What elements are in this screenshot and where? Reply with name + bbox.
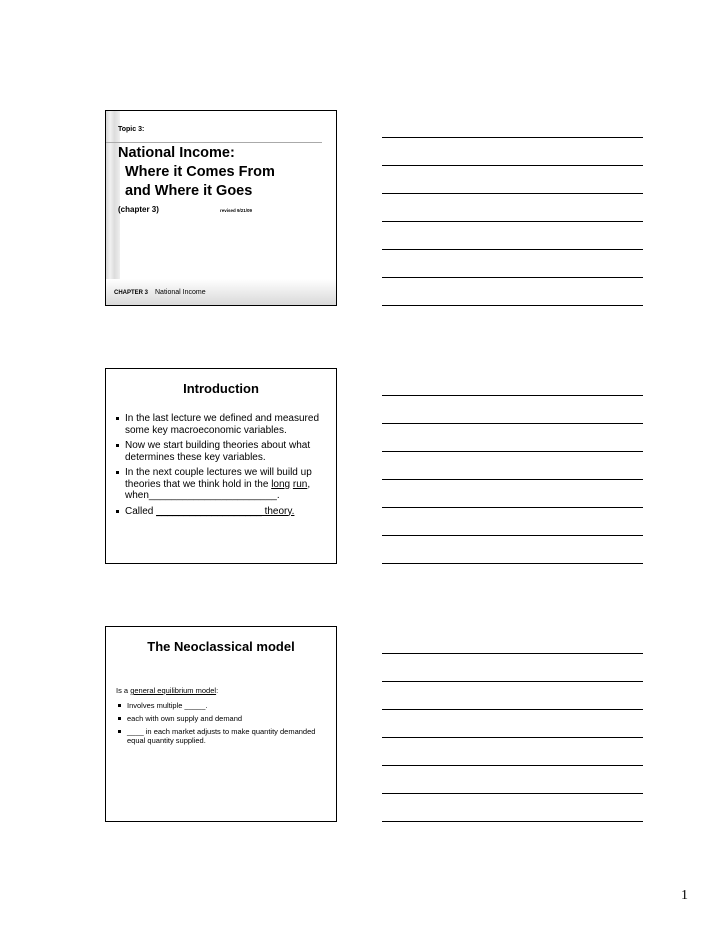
note-line [382,479,643,480]
note-line [382,737,643,738]
note-line [382,821,643,822]
title-line: Where it Comes From [125,164,275,180]
note-line [382,221,643,222]
bullet-text: In the next couple lectures we will build up theories that we think hold in the [125,467,312,490]
slide-intro [116,686,218,695]
bullet-list [117,701,328,749]
note-line [382,765,643,766]
bullet-item [115,467,328,502]
note-line [382,249,643,250]
intro-text: : [216,686,219,695]
underlined-long: long [271,478,291,490]
bullet-item [115,506,328,518]
bullet-list [115,413,328,521]
underlined-run: run [292,478,308,490]
note-line [382,277,643,278]
page-number: 1 [681,888,688,903]
note-line [382,653,643,654]
note-line [382,793,643,794]
intro-underlined: general equilibrium model [130,686,217,695]
note-line [382,563,643,564]
note-line [382,535,643,536]
note-line [382,423,643,424]
note-line [382,395,643,396]
note-line [382,137,643,138]
revised-date: revised 9/21/09 [220,208,253,213]
note-line [382,165,643,166]
note-line [382,305,643,306]
bullet-item: ____ in each market adjusts to make quantity demanded equal quantity supplied. [117,727,328,745]
slide-3 [105,626,337,822]
footer-chapter: CHAPTER 3 [114,290,149,296]
note-line [382,507,643,508]
bullet-item: Involves multiple _____. [117,701,328,710]
intro-text: Is a [116,686,131,695]
bullet-text: Called [125,505,157,517]
title-line: and Where it Goes [125,183,253,199]
note-line [382,709,643,710]
bullet-item: each with own supply and demand [117,714,328,723]
slide-2 [105,368,337,564]
footer-title: National Income [155,289,206,296]
bullet-item: Now we start building theories about what determines these key variables. [115,440,328,463]
slide-title: Introduction [183,381,259,396]
title-rule [106,142,322,143]
bullet-text: , when_______________________. [125,478,311,501]
slide-topic: Topic 3: [118,126,145,133]
note-line [382,681,643,682]
fill-in-blank: ___________________ theory. [156,505,295,517]
slide-title [118,144,275,201]
note-line [382,451,643,452]
slide-1 [105,110,337,306]
title-line: National Income: [118,145,235,161]
slide-title: The Neoclassical model [147,639,295,654]
bullet-item: In the last lecture we defined and measured some key macroeconomic variables. [115,413,328,436]
note-line [382,193,643,194]
chapter-label: (chapter 3) [118,205,159,214]
